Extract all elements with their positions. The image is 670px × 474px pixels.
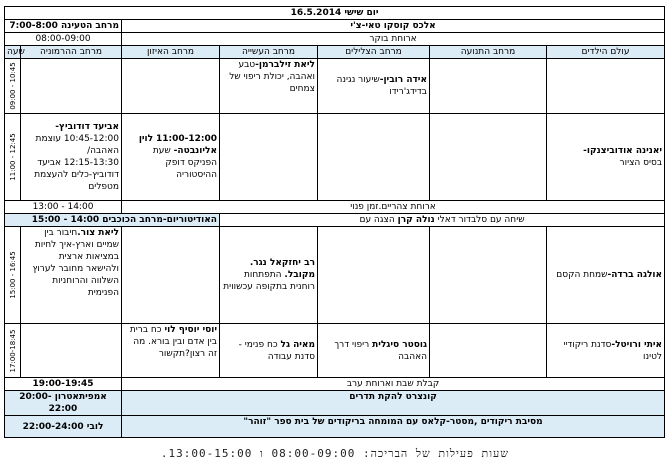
session-cell: רב יחזקאל נגר. מקובל. התפתחות רוחנית בתקופה עכשווית bbox=[220, 227, 318, 324]
empty-cell bbox=[318, 114, 430, 201]
date-title: יום שישי 16.5.2014 bbox=[5, 7, 665, 20]
shabbat-row bbox=[5, 378, 665, 391]
slot-row bbox=[5, 59, 665, 114]
date-row bbox=[5, 7, 665, 20]
session-cell: יוסי יוסיף לוי כח ברית בין אדם ובין בורא. מה זה רצון?תקשור bbox=[122, 324, 220, 378]
session-cell: ליאת צור.חיבור בין שמיים וארץ-איך לחיות במציאות ארצית ולהישאר מחובר לערוץ השלווה והרוחניות הפנימית bbox=[21, 227, 122, 324]
auditorium-time: האודיטוריום-מרחב הכוכבים 14:00 - 15:00 bbox=[5, 214, 220, 227]
slot-time: 17:00-18:45 bbox=[5, 324, 21, 378]
lobby-time: לובי 22:00-24:00 bbox=[5, 416, 122, 438]
breakfast-time: 08:00-09:00 bbox=[5, 33, 122, 46]
slot-time: 15:00 - 16:45 bbox=[5, 227, 21, 324]
col-time: שעה bbox=[5, 46, 21, 59]
col-action: מרחב העשייה bbox=[220, 46, 318, 59]
session-cell: יאנינה אודוביצנקו- בסיס הציור bbox=[547, 114, 665, 201]
col-sounds: מרחב הצלילים bbox=[318, 46, 430, 59]
taichi-session: אלכס קוסקו טאי-צ'י bbox=[122, 20, 665, 33]
charging-space-time: מרחב הטעינה 7:00-8:00 bbox=[5, 20, 122, 33]
afternoon-show-row bbox=[5, 214, 665, 227]
shabbat-time: 19:00-19:45 bbox=[5, 378, 122, 391]
dance-label: מסיבת ריקודים ,מסטר-קלאס עם המומחה בריקודים של בית ספר "זוהר" bbox=[122, 416, 665, 438]
slot-row bbox=[5, 227, 665, 324]
session-cell: אביעד דודוביץ- 10:45-12:00 עוצמת האהבה/ 12:15-13:30 אביעד דודוביץ-כלים להעצמת מטפלים bbox=[21, 114, 122, 201]
concert-label: קונצרט להקת תדרים bbox=[122, 391, 665, 416]
slot-time: 09:00 - 10:45 bbox=[5, 59, 21, 114]
breakfast-row bbox=[5, 33, 665, 46]
pool-hours-footer: שעות פעילות של הבריכה: 08:00-09:00 ו 13:00-15:00. bbox=[160, 447, 510, 460]
session-cell: גוסטר סיגלית ריפוי דרך האהבה bbox=[318, 324, 430, 378]
empty-cell bbox=[21, 324, 122, 378]
lunch-row bbox=[5, 201, 665, 214]
empty-cell bbox=[547, 59, 665, 114]
empty-cell bbox=[430, 114, 547, 201]
empty-cell bbox=[220, 114, 318, 201]
schedule-table bbox=[4, 6, 665, 438]
empty-cell bbox=[430, 324, 547, 378]
col-balance: מרחב האיזון bbox=[122, 46, 220, 59]
slot-row bbox=[5, 114, 665, 201]
host-row bbox=[5, 20, 665, 33]
empty-cell bbox=[430, 227, 547, 324]
session-cell: ליאת זילברמן-טבע ואהבה, יכולת ריפוי של צמחים bbox=[220, 59, 318, 114]
empty-cell bbox=[318, 227, 430, 324]
session-cell: 11:00-12:00 לוין אליונבטה- שעת הפניקס דופק ההיסטוריה bbox=[122, 114, 220, 201]
empty-cell bbox=[21, 59, 122, 114]
col-children: עולם הילדים bbox=[547, 46, 665, 59]
amphitheater-time: אמפיתאטרון 20:00-22:00 bbox=[5, 391, 122, 416]
session-cell: מאיה גל כח פנימי - סדנת עבודה bbox=[220, 324, 318, 378]
shabbat-label: קבלת שבת וארוחת ערב bbox=[122, 378, 665, 391]
empty-cell bbox=[122, 59, 220, 114]
breakfast-label: ארוחת בוקר bbox=[122, 33, 665, 46]
slot-row bbox=[5, 324, 665, 378]
session-cell: איתי ורויטל-סדנת ריקודיי לטינו bbox=[547, 324, 665, 378]
show-label: שיחה עם סלבדור דאלי נולה קרן הצגה עם bbox=[220, 214, 665, 227]
empty-cell bbox=[122, 227, 220, 324]
empty-cell bbox=[430, 59, 547, 114]
column-header-row bbox=[5, 46, 665, 59]
col-movement: מרחב התנועה bbox=[430, 46, 547, 59]
lunch-label: ארוחת צהריים.זמן פנוי bbox=[122, 201, 665, 214]
col-harmony: מרחב ההרמוניה bbox=[21, 46, 122, 59]
concert-row bbox=[5, 391, 665, 416]
dance-row bbox=[5, 416, 665, 438]
lunch-time: 13:00 - 14:00 bbox=[5, 201, 122, 214]
slot-time: 11:00 - 12:45 bbox=[5, 114, 21, 201]
session-cell: אידה רובין-שיעור נגינה בדידג'רידו bbox=[318, 59, 430, 114]
session-cell: אולגה ברדה-שמחת הקסם bbox=[547, 227, 665, 324]
